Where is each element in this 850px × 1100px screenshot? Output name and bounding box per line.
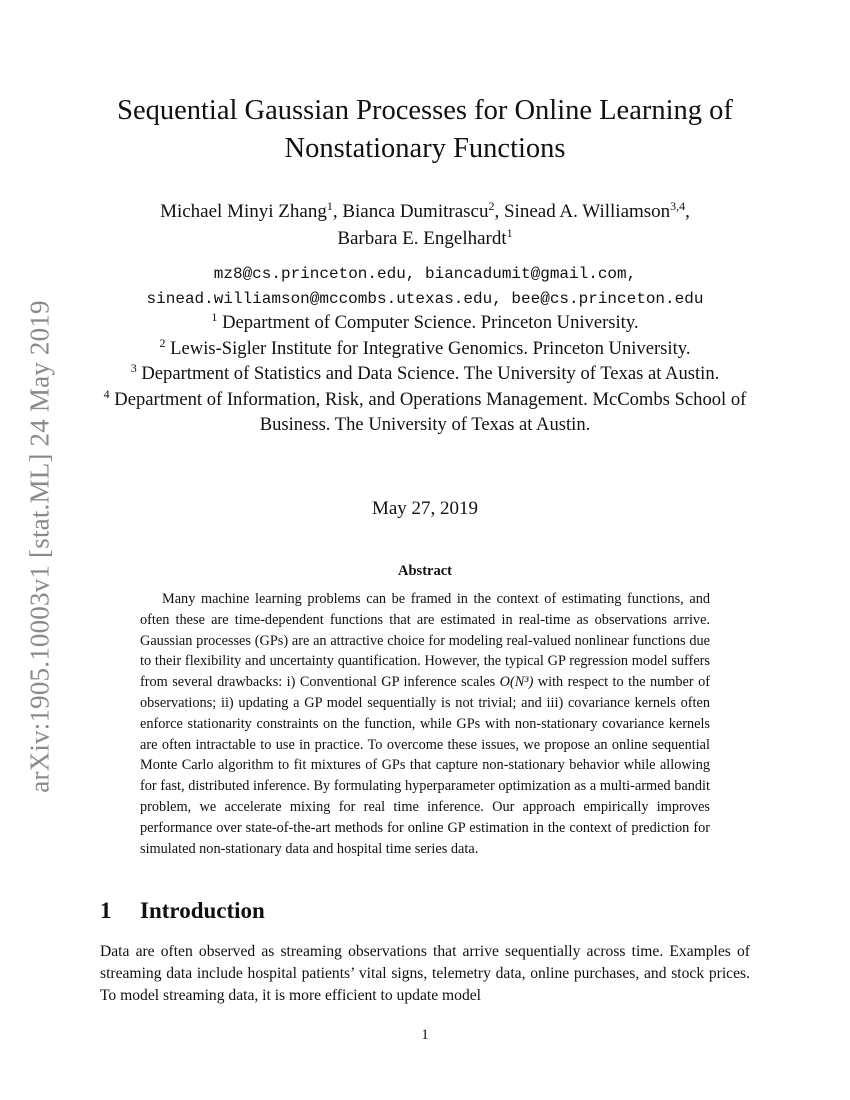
email-line: mz8@cs.princeton.edu, biancadumit@gmail.com, [213,265,637,283]
author-list [100,198,750,252]
paper-date: May 27, 2019 [371,498,479,519]
affiliation: $^2$ Lewis-Sigler Institute for Integrative Genomics. Princeton University. [159,335,691,359]
author: Michael Minyi Zhang$^1$, [160,199,343,222]
arxiv-stamp [20,276,60,816]
affiliation: $^1$ Department of Computer Science. Princeton University. [211,310,639,333]
email-line: sinead.williamson@mccombs.utexas.edu, bee@cs.princeton.edu [146,290,704,308]
title-line-1: Sequential Gaussian Processes for Online Learning of [117,95,733,126]
affiliation: $^3$ Department of Statistics and Data Science. The University of Texas at Austin. [130,361,720,384]
author: Bianca Dumitrascu$^2$, [342,199,504,222]
affiliation: $^4$ Department of Information, Risk, and Operations Management. McCombs School of Business. The University of Texas at Austin. [103,386,747,435]
page-number: 1 [421,1027,429,1043]
section-heading [100,898,265,924]
author: Sinead A. Williamson$^{3,4}$, [503,199,690,222]
section-number: 1 [100,898,112,923]
intro-paragraph: Data are often observed as streaming observations that arrive sequentially across time. Examples of streaming data include hospital patients’ vital signs, telemetry data, online purchases, and stock prices. To model streaming data, it is more efficient to update model [100,943,750,1004]
section-title: Introduction [140,898,265,923]
paper-title [100,92,750,168]
abstract-text: Many machine learning problems can be framed in the context of estimating functions, and often these are time-dependent functions that are estimated in real-time as observations arrive. Gaussian processes (GPs) are an attractive choice for modeling real-valued nonlinear functions due to their flexibility and uncertainty quantification. However, the typical GP regression model suffers from several drawbacks: i) Conventional GP inference scales O(N³) with respect to the number of observations; ii) updating a GP model sequentially is not trivial; and iii) covariance kernels often enforce stationarity constraints on the function, while GPs with non-stationary covariance kernels are often intractable to use in practice. To overcome these issues, we propose an online sequential Monte Carlo algorithm to fit mixtures of GPs that capture non-stationary behavior while allowing for fast, distributed inference. By formulating hyperparameter optimization as a multi-armed bandit problem, we accelerate mixing for real time inference. Our approach empirically improves performance over state-of-the-art methods for online GP estimation in the context of prediction for simulated non-stationary data and hospital time series data. [140,591,711,857]
affiliation-list [95,310,755,438]
title-line-2: Nonstationary Functions [284,133,566,164]
complexity-math: O(N³) [499,674,534,691]
abstract-heading: Abstract [398,563,452,579]
author-emails [100,262,750,312]
author: Barbara E. Engelhardt$^1$ [337,226,513,249]
arxiv-id: arXiv:1905.10003v1 [stat.ML] 24 May 2019 [24,299,55,793]
